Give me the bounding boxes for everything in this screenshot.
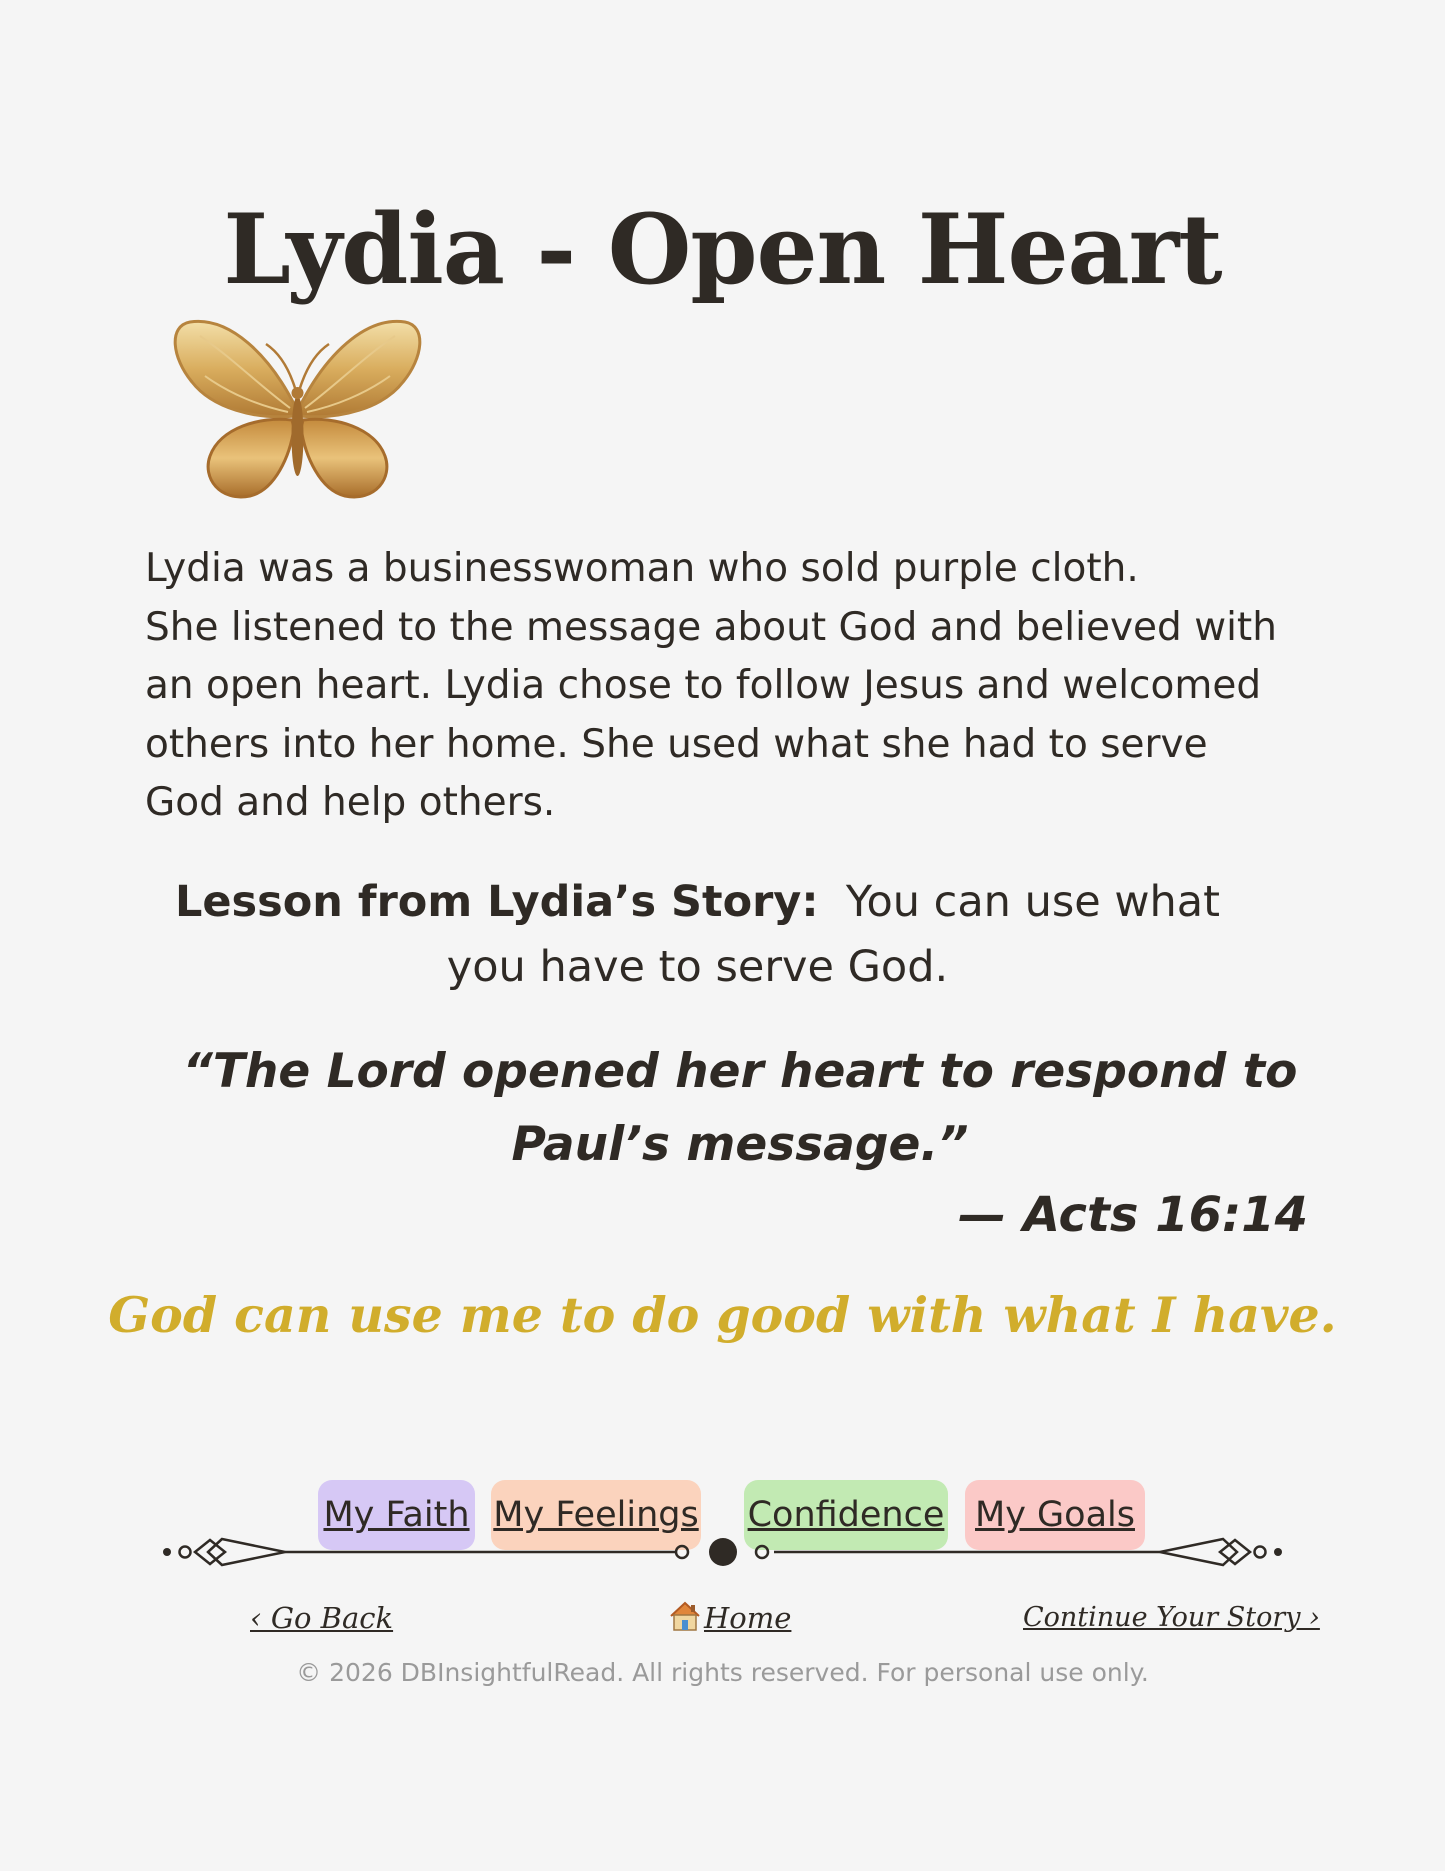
ornamental-divider — [150, 1525, 1295, 1579]
my-feelings-link[interactable]: My Feelings — [491, 1480, 701, 1550]
verse-line: Paul’s message.” — [511, 1117, 969, 1172]
story-line: others into her home. She used what she had to serve — [145, 721, 1208, 767]
affirmation: God can use me to do good with what I have. — [108, 1286, 1337, 1344]
story-line: an open heart. Lydia chose to follow Jesus and welcomed — [145, 663, 1262, 708]
home-link-label: Home — [704, 1601, 792, 1635]
bible-verse — [150, 1035, 1330, 1181]
home-link[interactable] — [668, 1598, 791, 1638]
story-paragraph — [145, 540, 1325, 833]
butterfly-icon — [170, 316, 425, 512]
confidence-link[interactable]: Confidence — [744, 1480, 948, 1550]
go-back-link[interactable]: ‹ Go Back — [250, 1601, 394, 1635]
story-line: She listened to the message about God and believed with — [145, 604, 1277, 650]
story-line: God and help others. — [145, 780, 556, 825]
page-title: Lydia - Open Heart — [223, 193, 1222, 306]
story-line: Lydia was a businesswoman who sold purple cloth. — [145, 546, 1139, 591]
lesson-label: Lesson from Lydia’s Story: — [174, 877, 819, 927]
verse-line: “The Lord opened her heart to respond to — [182, 1044, 1298, 1099]
lesson-block — [100, 870, 1295, 1000]
house-icon — [668, 1600, 702, 1632]
lesson-text-line2: you have to serve God. — [446, 942, 949, 992]
my-goals-link[interactable]: My Goals — [965, 1480, 1145, 1550]
continue-story-link[interactable]: Continue Your Story › — [1023, 1602, 1320, 1633]
copyright-footer: © 2026 DBInsightfulRead. All rights reserved. For personal use only. — [296, 1658, 1149, 1687]
verse-reference: — Acts 16:14 — [958, 1187, 1308, 1243]
lesson-text-line1: You can use what — [845, 877, 1220, 927]
my-faith-link[interactable]: My Faith — [318, 1480, 475, 1550]
